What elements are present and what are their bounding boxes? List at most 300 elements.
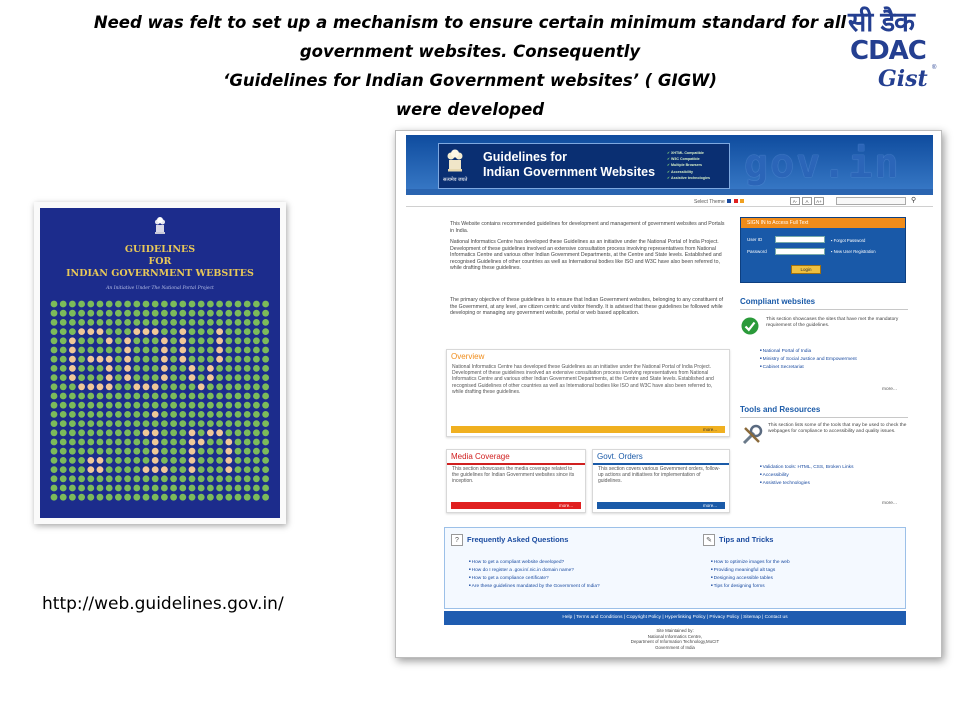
pattern-dot (253, 439, 260, 446)
pattern-dot (207, 494, 214, 501)
pattern-dot (106, 310, 113, 317)
tip-item[interactable]: ■ Tips for designing forms (711, 582, 901, 590)
pattern-dot (78, 328, 85, 335)
pattern-dot (51, 457, 58, 464)
title-line-3: ‘Guidelines for Indian Government websites’ ( GIGW) (223, 71, 717, 90)
pattern-dot (225, 374, 232, 381)
pattern-dot (244, 485, 251, 492)
pattern-dot (161, 466, 168, 473)
pattern-dot (244, 420, 251, 427)
pattern-dot (87, 393, 94, 400)
pattern-dot (152, 365, 159, 372)
pattern-dot (51, 337, 58, 344)
pattern-dot (60, 383, 67, 390)
pattern-dot (143, 439, 150, 446)
pattern-dot (69, 347, 76, 354)
pattern-dot (78, 429, 85, 436)
pattern-dot (106, 328, 113, 335)
pattern-dot (207, 374, 214, 381)
pattern-dot (124, 494, 131, 501)
theme-label: Select Theme (694, 199, 725, 205)
pattern-dot (244, 439, 251, 446)
search-icon[interactable]: ⚲ (911, 197, 917, 204)
tips-heading: Tips and Tricks (719, 535, 774, 544)
login-button[interactable]: Login (791, 265, 821, 274)
list-item[interactable]: ■ National Portal of India (760, 347, 908, 355)
site-title-line-2: Indian Government Websites (483, 165, 656, 179)
list-item[interactable]: ■ Assistive technologies (760, 479, 908, 487)
overview-more-link[interactable]: more... (451, 426, 725, 433)
faq-item[interactable]: ■ How do I register a .gov.in/.nic.in domain name? (469, 566, 679, 574)
forgot-password-link[interactable]: ▪ Forgot Password (831, 238, 866, 243)
pattern-dot (235, 411, 242, 418)
pattern-dot (262, 494, 269, 501)
pattern-dot (179, 466, 186, 473)
pattern-dot (69, 448, 76, 455)
list-item[interactable]: ■ Cabinet Secretariat (760, 363, 908, 371)
pattern-dot (152, 448, 159, 455)
pattern-dot (69, 475, 76, 482)
pattern-dot (179, 365, 186, 372)
pattern-dot (170, 494, 177, 501)
pattern-dot (78, 374, 85, 381)
pattern-dot (253, 310, 260, 317)
pattern-dot (216, 319, 223, 326)
theme-orange-button[interactable] (740, 199, 744, 203)
site-toolbar (406, 195, 933, 207)
search-input[interactable] (836, 197, 906, 205)
pattern-dot (198, 475, 205, 482)
cdac-gist-logo (848, 2, 940, 98)
pattern-dot (225, 347, 232, 354)
site-footer-links[interactable]: Help | Terms and Conditions | Copyright Policy | Hyperlinking Policy | Privacy Policy | Sitemap | Contact us (444, 611, 906, 625)
pattern-dot (262, 411, 269, 418)
pattern-dot (235, 475, 242, 482)
login-heading: SIGN IN to Access Full Text (741, 218, 905, 228)
pattern-dot (198, 466, 205, 473)
pattern-dot (78, 448, 85, 455)
pattern-dot (60, 411, 67, 418)
pattern-dot (198, 383, 205, 390)
pattern-dot (179, 411, 186, 418)
pattern-dot (106, 457, 113, 464)
pattern-dot (216, 494, 223, 501)
pattern-dot (235, 356, 242, 363)
pattern-dot (235, 439, 242, 446)
pattern-dot (253, 393, 260, 400)
pattern-dot (216, 420, 223, 427)
pattern-dot (60, 475, 67, 482)
pattern-dot (78, 347, 85, 354)
pattern-dot (244, 448, 251, 455)
pattern-dot (87, 356, 94, 363)
pattern-dot (97, 365, 104, 372)
pattern-dot (253, 411, 260, 418)
pattern-dot (161, 328, 168, 335)
tools-heading: Tools and Resources (740, 405, 821, 414)
divider (740, 309, 908, 310)
pattern-dot (124, 485, 131, 492)
pattern-dot (97, 337, 104, 344)
pattern-dot (124, 374, 131, 381)
pattern-dot (51, 310, 58, 317)
pattern-dot (97, 494, 104, 501)
pattern-dot (106, 319, 113, 326)
pattern-dot (60, 485, 67, 492)
pattern-dot (106, 337, 113, 344)
pattern-dot (216, 466, 223, 473)
intro-paragraph-2: National Informatics Centre has developed these Guidelines as an initiative under the National Portal of India Project. Development of these guidelines involved an extensive consultation process involving representatives from National Informatics Centre and various other Indian Government Departments, at the Centre and State levels. Established and recognised Guidelines of other countries as well as International bodies like ISO and W3C have also been referred to, while drafting these guidelines. (450, 239, 722, 271)
pattern-dot (115, 402, 122, 409)
pattern-dot (262, 439, 269, 446)
pattern-dot (133, 466, 140, 473)
pattern-dot (161, 301, 168, 308)
font-normal-button[interactable]: A (802, 197, 812, 205)
website-screenshot (395, 130, 942, 658)
pattern-dot (69, 466, 76, 473)
check-item: ✔ Multiple Browsers (667, 163, 702, 168)
pattern-dot (143, 301, 150, 308)
pattern-dot (97, 411, 104, 418)
pattern-dot (60, 494, 67, 501)
pattern-dot (235, 310, 242, 317)
faq-item[interactable]: ■ How to get a compliance certificate? (469, 574, 679, 582)
pattern-dot (216, 301, 223, 308)
pattern-dot (161, 383, 168, 390)
pattern-dot (262, 347, 269, 354)
pattern-dot (225, 466, 232, 473)
pattern-dot (69, 301, 76, 308)
pattern-dot (97, 448, 104, 455)
pattern-dot (161, 402, 168, 409)
pattern-dot (143, 356, 150, 363)
pattern-dot (161, 439, 168, 446)
pattern-dot (207, 328, 214, 335)
pattern-dot (235, 374, 242, 381)
pattern-dot (87, 319, 94, 326)
faq-item[interactable]: ■ Are these guidelines mandated by the Government of India? (469, 582, 679, 590)
pattern-dot (225, 383, 232, 390)
pattern-dot (170, 411, 177, 418)
pattern-dot (179, 494, 186, 501)
compliant-more-link[interactable]: more... (882, 387, 897, 392)
pattern-dot (179, 457, 186, 464)
book-subtitle: An Initiative Under The National Portal Project (106, 286, 214, 291)
pattern-dot (133, 429, 140, 436)
govt-orders-heading: Govt. Orders (593, 450, 729, 465)
pattern-dot (51, 365, 58, 372)
header-title-box (438, 143, 730, 189)
register-link[interactable]: ▪ New User Registration (831, 249, 876, 254)
pattern-dot (216, 457, 223, 464)
user-id-input[interactable] (775, 236, 825, 243)
pattern-dot (78, 475, 85, 482)
pattern-dot (152, 475, 159, 482)
pattern-dot (207, 319, 214, 326)
theme-selector (694, 199, 744, 205)
tip-item[interactable]: ■ Designing accessible tables (711, 574, 901, 582)
pattern-dot (106, 494, 113, 501)
pattern-dot (253, 374, 260, 381)
pattern-dot (207, 448, 214, 455)
pattern-dot (124, 301, 131, 308)
maintained-line: Government of India (655, 644, 695, 650)
pattern-dot (253, 383, 260, 390)
pattern-dot (115, 466, 122, 473)
pattern-dot (60, 448, 67, 455)
tools-more-link[interactable]: more... (882, 501, 897, 506)
pattern-dot (198, 347, 205, 354)
pattern-dot (198, 374, 205, 381)
pattern-dot (161, 347, 168, 354)
pattern-dot (115, 383, 122, 390)
pattern-dot (179, 301, 186, 308)
pattern-dot (189, 328, 196, 335)
pattern-dot (78, 402, 85, 409)
pattern-dot (51, 429, 58, 436)
pattern-dot (69, 439, 76, 446)
pattern-dot (244, 328, 251, 335)
pattern-dot (143, 466, 150, 473)
faq-heading: Frequently Asked Questions (467, 535, 569, 544)
media-coverage-text: This section showcases the media coverage related to the guidelines for Indian Government websites since its inception. (452, 466, 575, 485)
pattern-dot (244, 365, 251, 372)
pattern-dot (78, 420, 85, 427)
pattern-dot (244, 466, 251, 473)
pattern-dot (152, 374, 159, 381)
pattern-dot (133, 365, 140, 372)
pattern-dot (124, 365, 131, 372)
pattern-dot (143, 328, 150, 335)
pattern-dot (198, 439, 205, 446)
emblem-icon (153, 216, 167, 234)
maintained-line: Department of Information Technology,MoCIT (630, 639, 720, 645)
pattern-dot (51, 475, 58, 482)
gov-in-banner: gov.in (744, 141, 901, 187)
pattern-dot (189, 420, 196, 427)
pattern-dot (198, 301, 205, 308)
pattern-dot (78, 466, 85, 473)
site-title-line-1: Guidelines for (483, 150, 568, 164)
theme-blue-button[interactable] (727, 199, 731, 203)
pattern-dot (87, 310, 94, 317)
pattern-dot (170, 383, 177, 390)
pattern-dot (106, 383, 113, 390)
pattern-dot (244, 402, 251, 409)
pattern-dot (244, 383, 251, 390)
check-item: ✔ XHTML Compatible (667, 151, 704, 155)
pattern-dot (69, 383, 76, 390)
password-input[interactable] (775, 248, 825, 255)
pattern-dot (198, 485, 205, 492)
pattern-dot (225, 328, 232, 335)
overview-heading: Overview (451, 352, 485, 361)
national-emblem-icon (445, 148, 465, 172)
website-url: http://web.guidelines.gov.in/ (42, 594, 284, 614)
pattern-dot (262, 420, 269, 427)
pattern-dot (133, 494, 140, 501)
pattern-dot (253, 328, 260, 335)
pattern-dot (216, 356, 223, 363)
pattern-dot (97, 347, 104, 354)
pattern-dot (143, 402, 150, 409)
pattern-dot (97, 402, 104, 409)
pattern-dot (97, 356, 104, 363)
pattern-dot (124, 457, 131, 464)
pattern-dot (69, 374, 76, 381)
theme-red-button[interactable] (734, 199, 738, 203)
site-header (406, 135, 933, 195)
pattern-dot (133, 448, 140, 455)
pattern-dot (225, 429, 232, 436)
pattern-dot (170, 402, 177, 409)
pattern-dot (60, 356, 67, 363)
pattern-dot (179, 393, 186, 400)
pattern-dot (225, 420, 232, 427)
pattern-dot (179, 337, 186, 344)
pattern-dot (133, 475, 140, 482)
pattern-dot (78, 310, 85, 317)
pattern-dot (216, 365, 223, 372)
pattern-dot (253, 448, 260, 455)
pattern-dot (244, 337, 251, 344)
list-item[interactable]: ■ Validation tools: HTML, CSS, Broken Links (760, 463, 908, 471)
pattern-dot (216, 374, 223, 381)
tips-icon: ✎ (703, 534, 715, 546)
pattern-dot (69, 411, 76, 418)
logo-gist-text: Gist (878, 66, 928, 92)
pattern-dot (87, 485, 94, 492)
pattern-dot (179, 402, 186, 409)
pattern-dot (51, 485, 58, 492)
pattern-dot (115, 337, 122, 344)
pattern-dot (170, 356, 177, 363)
pattern-dot (198, 429, 205, 436)
pattern-dot (235, 420, 242, 427)
pattern-dot (198, 420, 205, 427)
checkmark-icon (741, 317, 759, 335)
pattern-dot (161, 429, 168, 436)
tip-item[interactable]: ■ Providing meaningful alt tags (711, 566, 901, 574)
list-item[interactable]: ■ Ministry of Social Justice and Empowerment (760, 355, 908, 363)
orders-more-link[interactable]: more... (597, 502, 725, 509)
pattern-dot (106, 411, 113, 418)
pattern-dot (198, 448, 205, 455)
pattern-dot (69, 457, 76, 464)
pattern-dot (87, 337, 94, 344)
pattern-dot (161, 420, 168, 427)
pattern-dot (143, 457, 150, 464)
pattern-dot (69, 337, 76, 344)
pattern-dot (87, 429, 94, 436)
font-decrease-button[interactable]: A- (790, 197, 800, 205)
pattern-dot (143, 319, 150, 326)
pattern-dot (51, 374, 58, 381)
pattern-dot (189, 393, 196, 400)
pattern-dot (69, 429, 76, 436)
tip-item[interactable]: ■ How to optimize images for the web (711, 558, 901, 566)
pattern-dot (115, 439, 122, 446)
pattern-dot (133, 337, 140, 344)
pattern-dot (179, 319, 186, 326)
pattern-dot (78, 383, 85, 390)
pattern-dot (152, 347, 159, 354)
pattern-dot (124, 383, 131, 390)
pattern-dot (133, 328, 140, 335)
pattern-dot (253, 485, 260, 492)
book-title-line-1: GUIDELINES (124, 244, 196, 255)
pattern-dot (152, 411, 159, 418)
pattern-dot (51, 402, 58, 409)
pattern-dot (161, 393, 168, 400)
pattern-dot (244, 429, 251, 436)
pattern-dot (143, 420, 150, 427)
pattern-dot (133, 319, 140, 326)
pattern-dot (69, 328, 76, 335)
pattern-dot (133, 356, 140, 363)
list-item[interactable]: ■ Accessibility (760, 471, 908, 479)
pattern-dot (170, 328, 177, 335)
pattern-dot (78, 301, 85, 308)
pattern-dot (60, 365, 67, 372)
pattern-dot (170, 420, 177, 427)
compatibility-checklist (667, 150, 731, 181)
pattern-dot (170, 393, 177, 400)
pattern-dot (244, 457, 251, 464)
pattern-dot (60, 457, 67, 464)
faq-item[interactable]: ■ How to get a compliant website developed? (469, 558, 679, 566)
pattern-dot (51, 420, 58, 427)
pattern-dot (152, 420, 159, 427)
pattern-dot (235, 429, 242, 436)
pattern-dot (60, 439, 67, 446)
pattern-dot (106, 448, 113, 455)
tools-icon (740, 423, 764, 447)
pattern-dot (87, 448, 94, 455)
pattern-dot (253, 420, 260, 427)
pattern-dot (225, 475, 232, 482)
pattern-dot (161, 475, 168, 482)
pattern-dot (152, 328, 159, 335)
pattern-dot (198, 393, 205, 400)
pattern-dot (106, 374, 113, 381)
pattern-dot (143, 411, 150, 418)
pattern-dot (262, 466, 269, 473)
pattern-dot (124, 337, 131, 344)
pattern-dot (198, 494, 205, 501)
pattern-dot (170, 365, 177, 372)
pattern-dot (124, 328, 131, 335)
pattern-dot (87, 374, 94, 381)
font-increase-button[interactable]: A+ (814, 197, 824, 205)
book-cover-image (34, 202, 286, 524)
pattern-dot (51, 301, 58, 308)
pattern-dot (225, 402, 232, 409)
pattern-dot (87, 466, 94, 473)
pattern-dot (235, 365, 242, 372)
pattern-dot (51, 383, 58, 390)
pattern-dot (152, 402, 159, 409)
pattern-dot (189, 448, 196, 455)
media-more-link[interactable]: more... (451, 502, 581, 509)
pattern-dot (189, 337, 196, 344)
pattern-dot (143, 374, 150, 381)
pattern-dot (143, 383, 150, 390)
pattern-dot (106, 347, 113, 354)
login-box (740, 217, 906, 283)
pattern-dot (51, 347, 58, 354)
compliant-text: This section showcases the sites that have met the mandatory requirement of the guidelines. (766, 317, 899, 328)
